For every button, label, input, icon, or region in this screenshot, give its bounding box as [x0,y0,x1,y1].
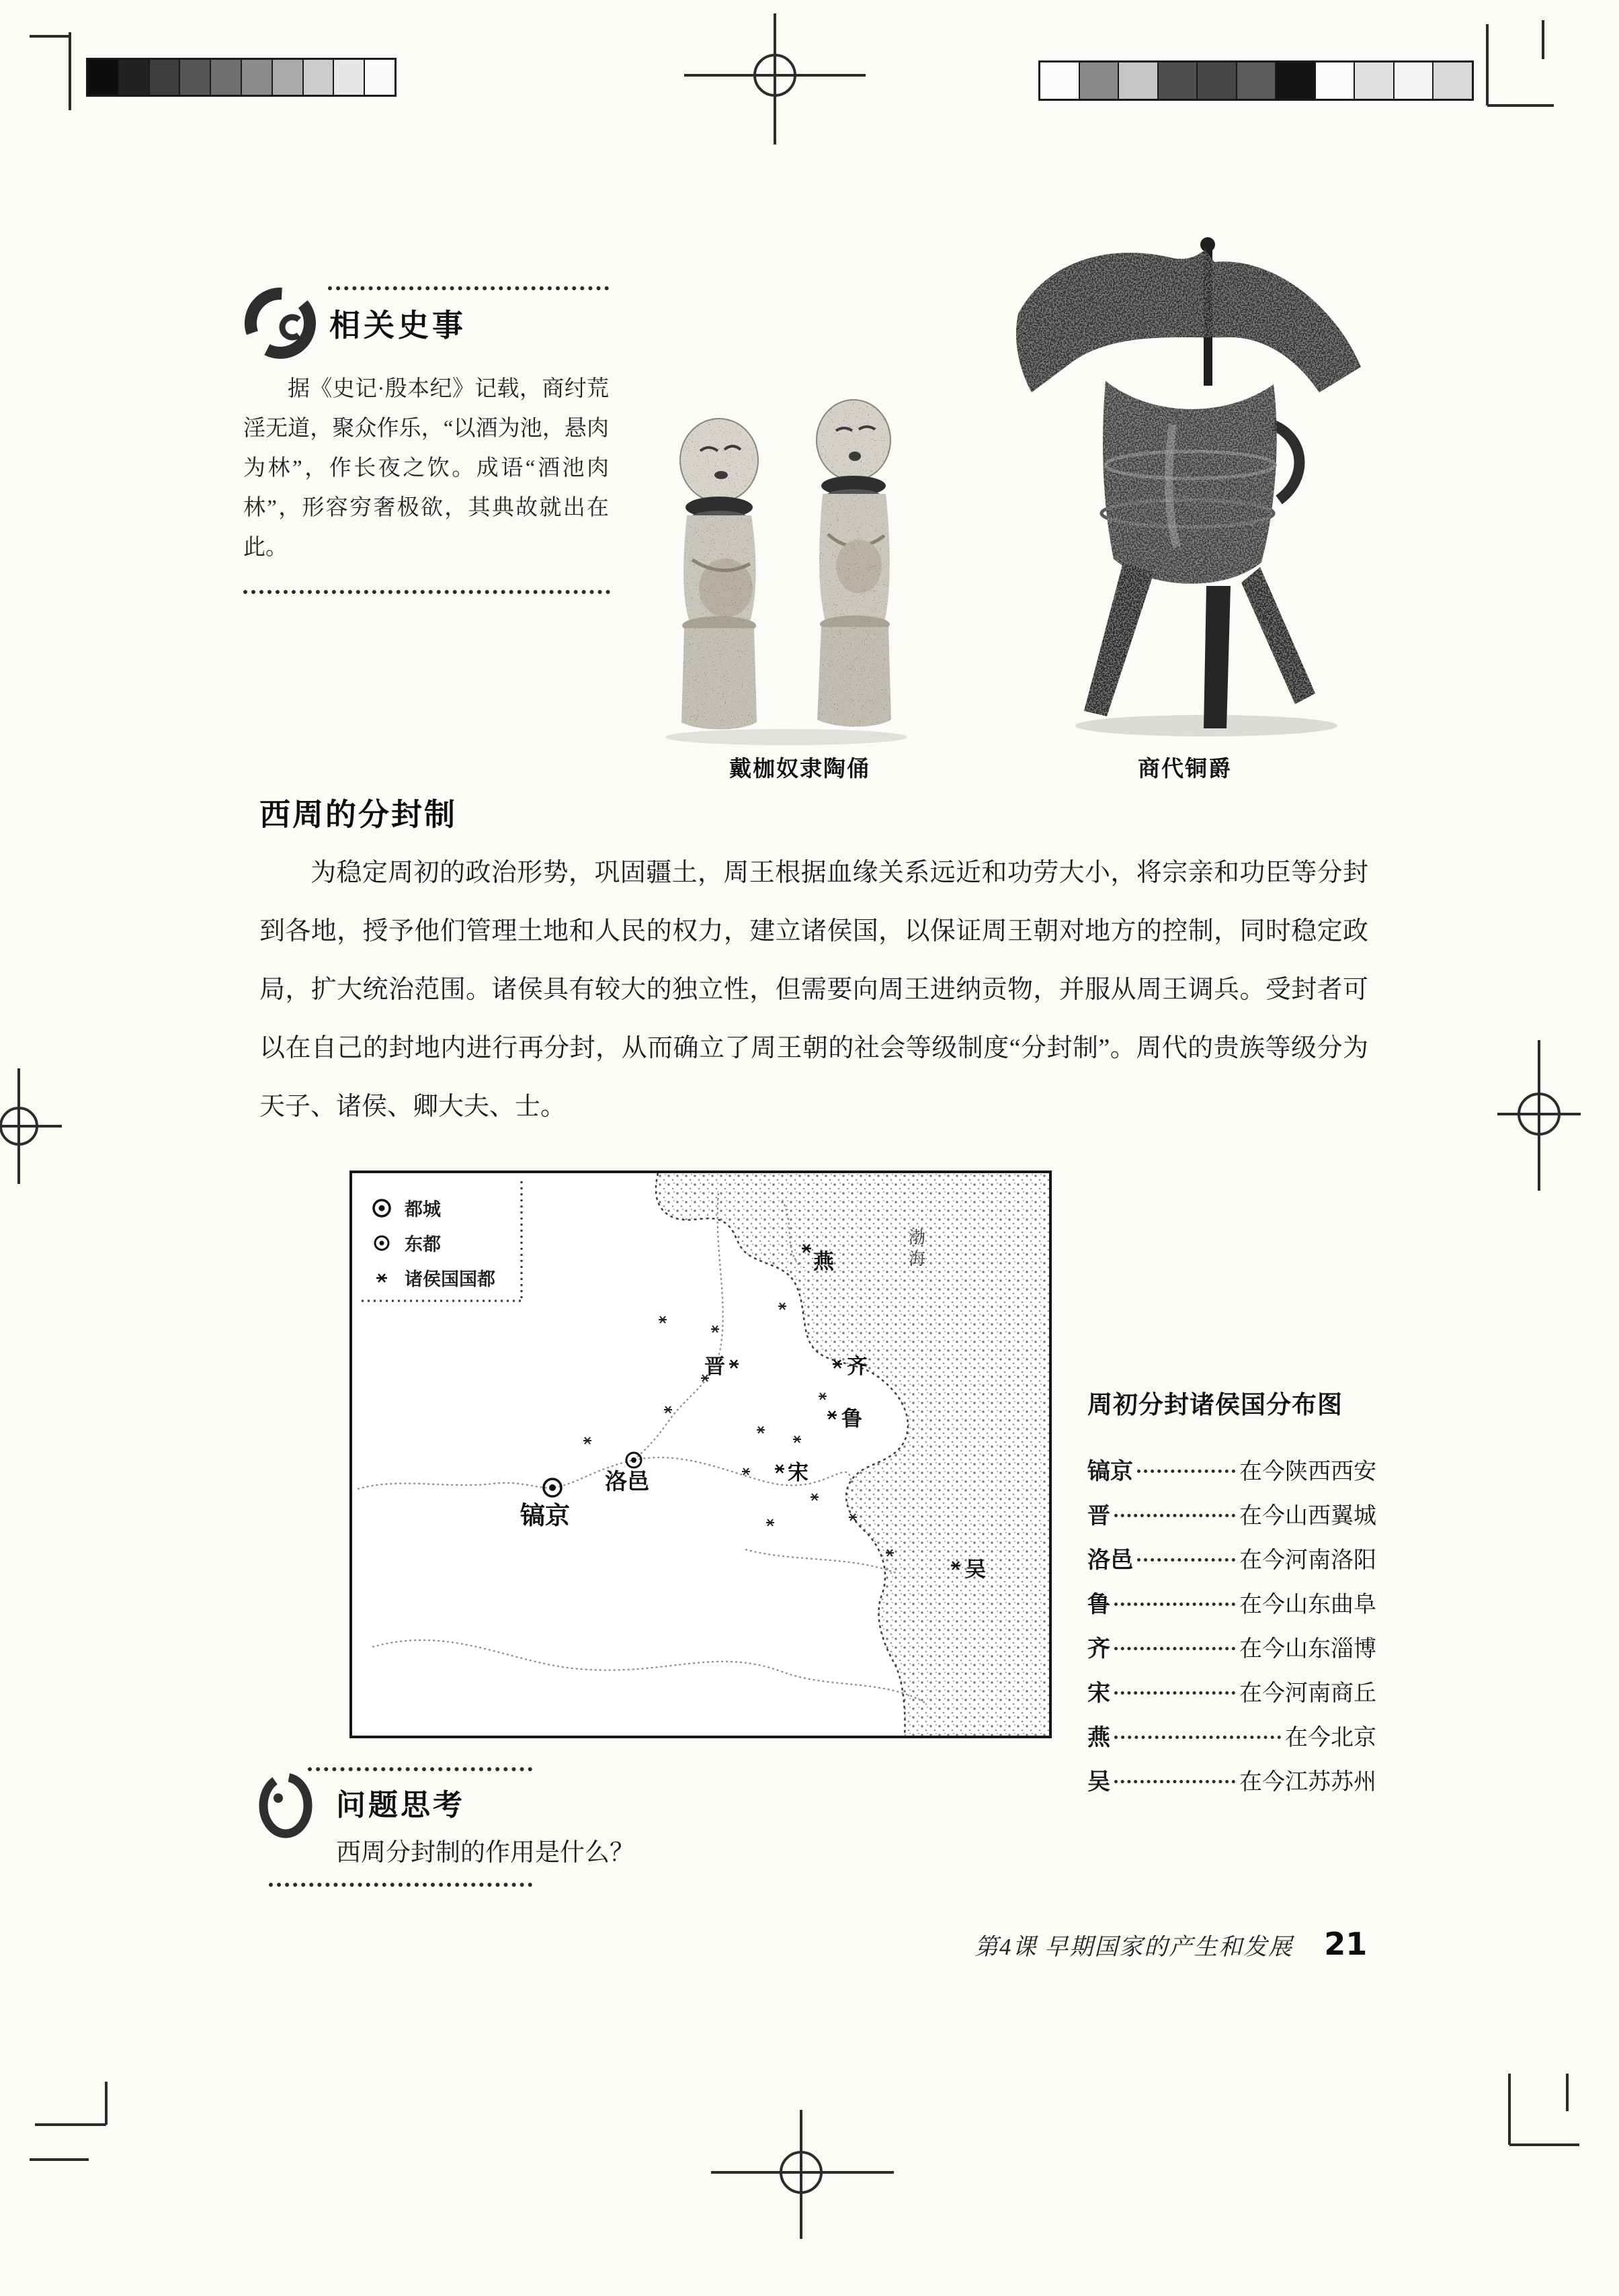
calibration-cell [150,60,181,95]
calibration-cell [180,60,211,95]
state-capital-label: 诸侯国国都 [405,1269,495,1289]
crosshair-right-icon [1497,1040,1581,1191]
calibration-cell [1316,62,1356,99]
luoyi-label: 洛邑 [605,1469,649,1494]
wu-label: 吴 [965,1558,986,1581]
map-key-title: 周初分封诸侯国分布图 [1087,1391,1343,1418]
calibration-cell [1395,62,1434,99]
map-key-row [1087,1763,1376,1808]
dotted-rule [243,590,610,594]
related-history-text: 据《史记·殷本纪》记载，商纣荒淫无道，聚众作乐，“以酒为池，悬肉为林”，作长夜之饮。成语“酒池肉林”，形容穷奢极欲，其典故就出在此。 [243,377,609,560]
haojing-label: 镐京 [520,1502,570,1529]
jin-label: 晋 [704,1355,725,1378]
calibration-cell [273,60,304,95]
page-footer [974,1926,1367,1962]
state-location: 在今北京 [1285,1726,1376,1750]
corner-mark-bottom-left [30,2082,106,2160]
state-name: 镐京 [1087,1459,1133,1484]
capital-symbol [374,1200,390,1216]
grayscale-calibration-strip [86,58,397,97]
state-name: 洛邑 [1087,1548,1133,1573]
tone-calibration-strip [1038,60,1474,101]
calibration-cell [119,60,150,95]
corner-mark-bottom-right [1509,2074,1579,2145]
section-heading: 西周的分封制 [259,797,457,832]
bronze-jue-image [1005,223,1368,744]
dotted-leader [1114,1603,1235,1606]
map-legend [362,1181,522,1301]
dotted-leader [1114,1736,1281,1739]
map-key-row [1087,1674,1376,1719]
related-history-box [242,280,610,602]
corner-mark-top-left [30,32,70,110]
eastern-capital-symbol [375,1236,388,1250]
figurines-caption: 戴枷奴隶陶俑 [729,756,870,781]
map-key-row [1087,1630,1376,1674]
related-history-icon [242,282,323,366]
bohai-sea-label: 渤 [909,1229,926,1247]
calibration-cell [1040,62,1080,99]
qi-label: 齐 [847,1355,868,1378]
sea-area [656,1173,1049,1736]
dotted-rule [308,1767,532,1771]
dotted-leader [1114,1647,1235,1650]
calibration-cell [88,60,119,95]
state-location: 在今江苏苏州 [1239,1770,1376,1795]
state-name: 吴 [1087,1770,1110,1795]
feudal-states-map [349,1171,1052,1738]
calibration-cell [1434,62,1472,99]
question-heading: 问题思考 [336,1789,465,1822]
crosshair-left-icon [0,1068,62,1184]
calibration-cell [1237,62,1277,99]
capital-label: 都城 [405,1199,441,1220]
dotted-leader [1114,1691,1235,1695]
lu-label: 鲁 [841,1407,862,1431]
dotted-rule [328,286,609,290]
jue-caption: 商代铜爵 [1138,756,1232,781]
map-key-row [1087,1719,1376,1763]
bohai-sea-label: 海 [909,1250,926,1269]
state-location: 在今河南商丘 [1239,1681,1376,1706]
calibration-cell [1119,62,1159,99]
state-name: 鲁 [1087,1592,1110,1617]
calibration-cell [365,60,395,95]
state-name: 宋 [1087,1681,1110,1706]
crosshair-bottom-icon [711,2110,894,2239]
song-label: 宋 [788,1461,808,1484]
question-text: 西周分封制的作用是什么？ [336,1839,634,1867]
eastern-capital-label: 东都 [405,1234,441,1255]
state-name: 燕 [1087,1726,1110,1750]
state-location: 在今陕西西安 [1239,1459,1376,1484]
state-capital-symbol [376,1274,387,1282]
corner-mark-top-right [1487,20,1554,105]
dotted-rule [269,1883,532,1887]
question-box [258,1763,742,1898]
state-location: 在今山东曲阜 [1239,1592,1376,1617]
calibration-cell [1276,62,1316,99]
calibration-cell [304,60,335,95]
calibration-cell [211,60,242,95]
crosshair-top-icon [684,13,866,144]
map-key-panel [1087,1384,1376,1808]
slave-figurines-image [625,373,948,748]
dotted-leader [1137,1558,1235,1562]
calibration-cell [1080,62,1120,99]
dotted-leader [1114,1514,1235,1517]
calibration-cell [334,60,365,95]
map-key-row [1087,1497,1376,1541]
footer-lesson-title: 第4课 早期国家的产生和发展 [974,1934,1294,1960]
map-key-row [1087,1541,1376,1586]
section-paragraph: 为稳定周初的政治形势，巩固疆土，周王根据血缘关系远近和功劳大小，将宗亲和功臣等分封到各地，授予他们管理土地和人民的权力，建立诸侯国，以保证周王朝对地方的控制，同时稳定政局，扩大统治范围。诸侯具有较大的独立性，但需要向周王进纳贡物，并服从周王调兵。受封者可以在自己的封地内进行再分封，从而确立了周王朝的社会等级制度“分封制”。周代的贵族等级分为天子、诸侯、卿大夫、士。 [259,859,1368,1121]
map-canvas [352,1173,1049,1736]
map-key-row [1087,1586,1376,1630]
state-name: 晋 [1087,1504,1110,1529]
calibration-cell [1159,62,1198,99]
question-think-icon [258,1771,313,1840]
map-key-row [1087,1453,1376,1497]
calibration-cell [1355,62,1395,99]
calibration-cell [1198,62,1237,99]
calibration-cell [242,60,273,95]
page-number: 21 [1324,1926,1368,1962]
haojing-capital [520,1479,570,1529]
luoyi-capital [605,1453,649,1494]
state-location: 在今山西翼城 [1239,1504,1376,1529]
yan-label: 燕 [813,1250,834,1273]
related-history-heading: 相关史事 [329,308,466,343]
state-location: 在今河南洛阳 [1239,1548,1376,1573]
dotted-leader [1137,1470,1235,1473]
state-name: 齐 [1087,1637,1110,1662]
state-location: 在今山东淄博 [1239,1637,1376,1662]
dotted-leader [1114,1780,1235,1783]
